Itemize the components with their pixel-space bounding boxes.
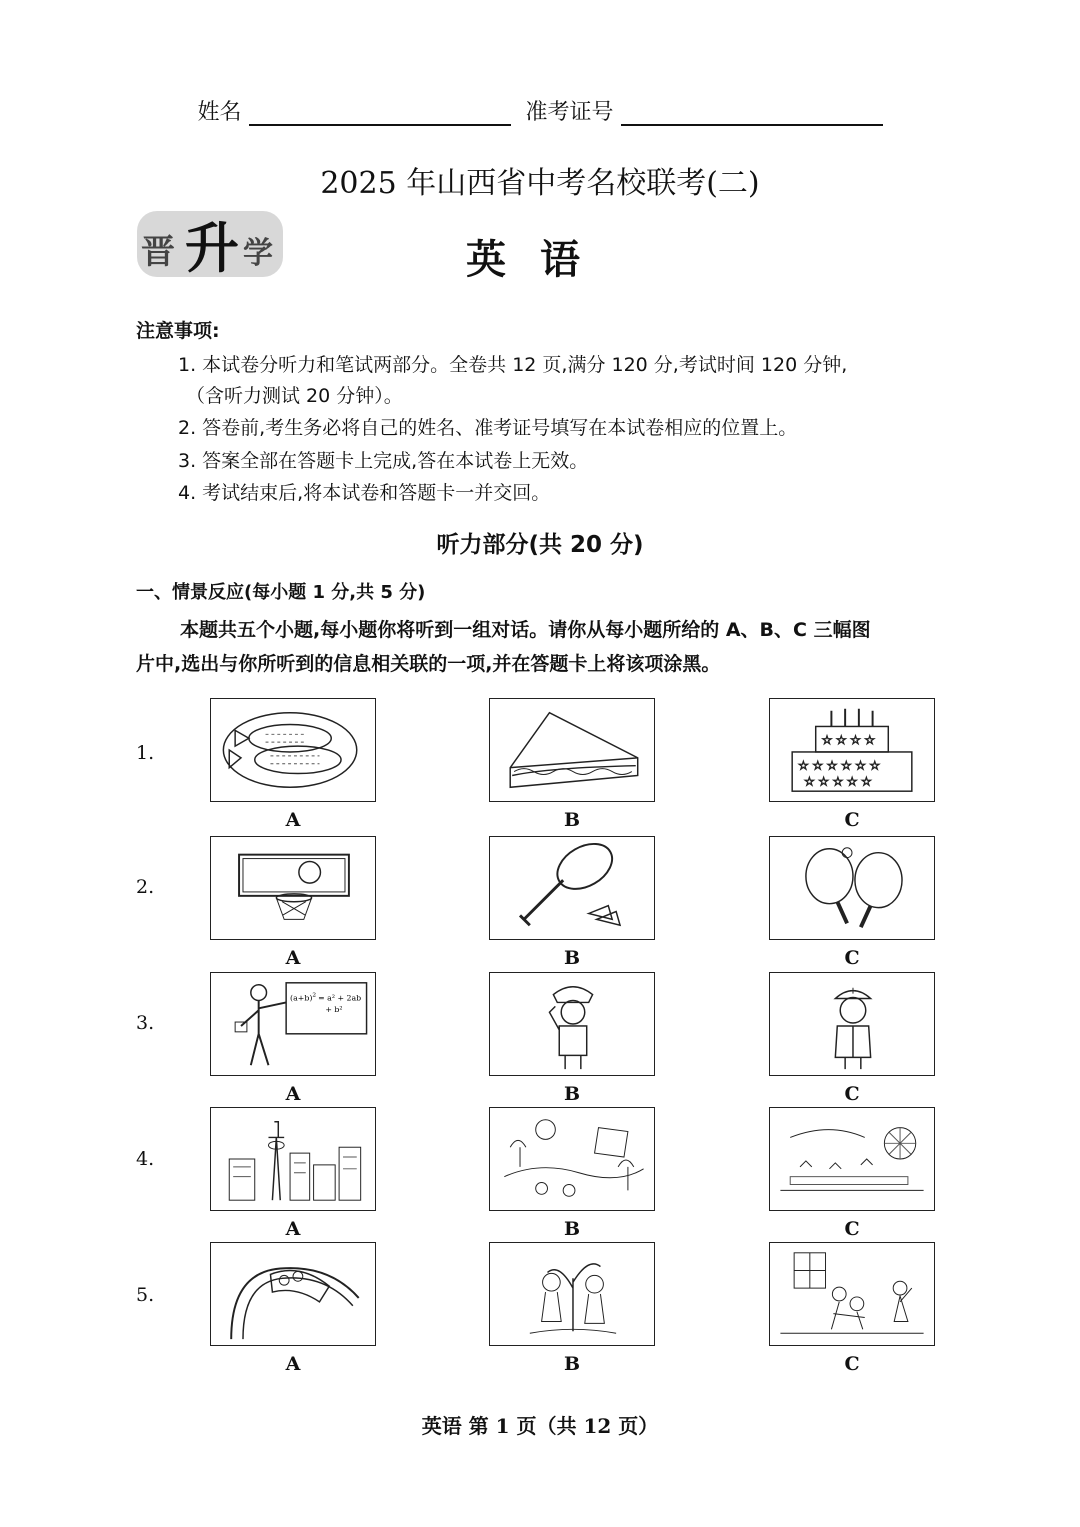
birthday-cake-icon[interactable] xyxy=(769,698,935,802)
question-number: 1. xyxy=(136,742,155,764)
roller-coaster-icon[interactable] xyxy=(210,1242,376,1346)
doctor-icon[interactable] xyxy=(769,972,935,1076)
option-label: C xyxy=(844,1353,860,1375)
svg-text:☆ ☆ ☆ ☆ ☆ ☆: ☆ ☆ ☆ ☆ ☆ ☆ xyxy=(798,758,880,773)
option-label: A xyxy=(285,1083,301,1105)
amusement-park-icon[interactable] xyxy=(769,1107,935,1211)
option-label: B xyxy=(563,1083,581,1105)
option-label: A xyxy=(285,1353,301,1375)
option-label: A xyxy=(285,809,301,831)
option-label: A xyxy=(285,947,301,969)
svg-text:☆ ☆ ☆ ☆: ☆ ☆ ☆ ☆ xyxy=(821,733,875,748)
candidate-info-line xyxy=(0,95,1080,126)
subject-title: 英语 xyxy=(466,237,614,283)
part1-title: 一、情景反应(每小题 1 分,共 5 分) xyxy=(136,582,426,603)
option-label: B xyxy=(563,809,581,831)
board-formula: $(a+b)^2 = a^2 + 2ab$ xyxy=(290,992,362,1003)
teacher-icon[interactable] xyxy=(210,972,376,1076)
note-item: 4. 考试结束后,将本试卷和答题卡一并交回。 xyxy=(178,482,551,504)
city-skyline-icon[interactable] xyxy=(210,1107,376,1211)
question-number: 5. xyxy=(136,1284,155,1306)
svg-text:晋: 晋 xyxy=(141,232,175,272)
exam-number-label: 准考证号 xyxy=(525,100,614,125)
basketball-hoop-icon[interactable] xyxy=(210,836,376,940)
note-item: （含听力测试 20 分钟）。 xyxy=(186,385,403,407)
note-item: 2. 答卷前,考生务必将自己的姓名、准考证号填写在本试卷相应的位置上。 xyxy=(178,417,798,439)
part1-instruction: 片中,选出与你所听到的信息相关联的一项,并在答题卡上将该项涂黑。 xyxy=(136,653,721,675)
svg-text:☆ ☆ ☆ ☆ ☆: ☆ ☆ ☆ ☆ ☆ xyxy=(803,774,872,789)
planting-tree-icon[interactable] xyxy=(489,1242,655,1346)
option-label: C xyxy=(844,947,860,969)
svg-text:学: 学 xyxy=(243,236,273,271)
option-label: C xyxy=(844,809,860,831)
option-label: C xyxy=(844,1218,860,1240)
police-officer-icon[interactable] xyxy=(489,972,655,1076)
option-label: B xyxy=(563,947,581,969)
name-field[interactable] xyxy=(249,100,511,126)
badminton-icon[interactable] xyxy=(489,836,655,940)
option-label: B xyxy=(563,1353,581,1375)
board-formula-tail: + b² xyxy=(325,1005,343,1015)
park-icon[interactable] xyxy=(489,1107,655,1211)
svg-text:升: 升 xyxy=(185,217,239,280)
notes-heading: 注意事项: xyxy=(136,320,220,342)
question-number: 2. xyxy=(136,876,155,898)
fish-icon[interactable] xyxy=(210,698,376,802)
listening-section-title: 听力部分(共 20 分) xyxy=(436,532,644,558)
page-footer: 英语 第 1 页（共 12 页） xyxy=(421,1414,659,1438)
option-label: B xyxy=(563,1218,581,1240)
question-number: 4. xyxy=(136,1148,155,1170)
name-label: 姓名 xyxy=(197,100,242,125)
part1-instruction: 本题共五个小题,每小题你将听到一组对话。请你从每小题所给的 A、B、C 三幅图 xyxy=(180,619,871,641)
exam-title: 2025 年山西省中考名校联考(二) xyxy=(320,166,760,201)
note-item: 1. 本试卷分听力和笔试两部分。全卷共 12 页,满分 120 分,考试时间 120 分钟, xyxy=(178,354,848,376)
helping-icon[interactable] xyxy=(769,1242,935,1346)
question-number: 3. xyxy=(136,1012,155,1034)
exam-number-field[interactable] xyxy=(621,100,883,126)
option-label: C xyxy=(844,1083,860,1105)
option-label: A xyxy=(285,1218,301,1240)
ping-pong-icon[interactable] xyxy=(769,836,935,940)
note-item: 3. 答案全部在答题卡上完成,答在本试卷上无效。 xyxy=(178,450,589,472)
sandwich-icon[interactable] xyxy=(489,698,655,802)
